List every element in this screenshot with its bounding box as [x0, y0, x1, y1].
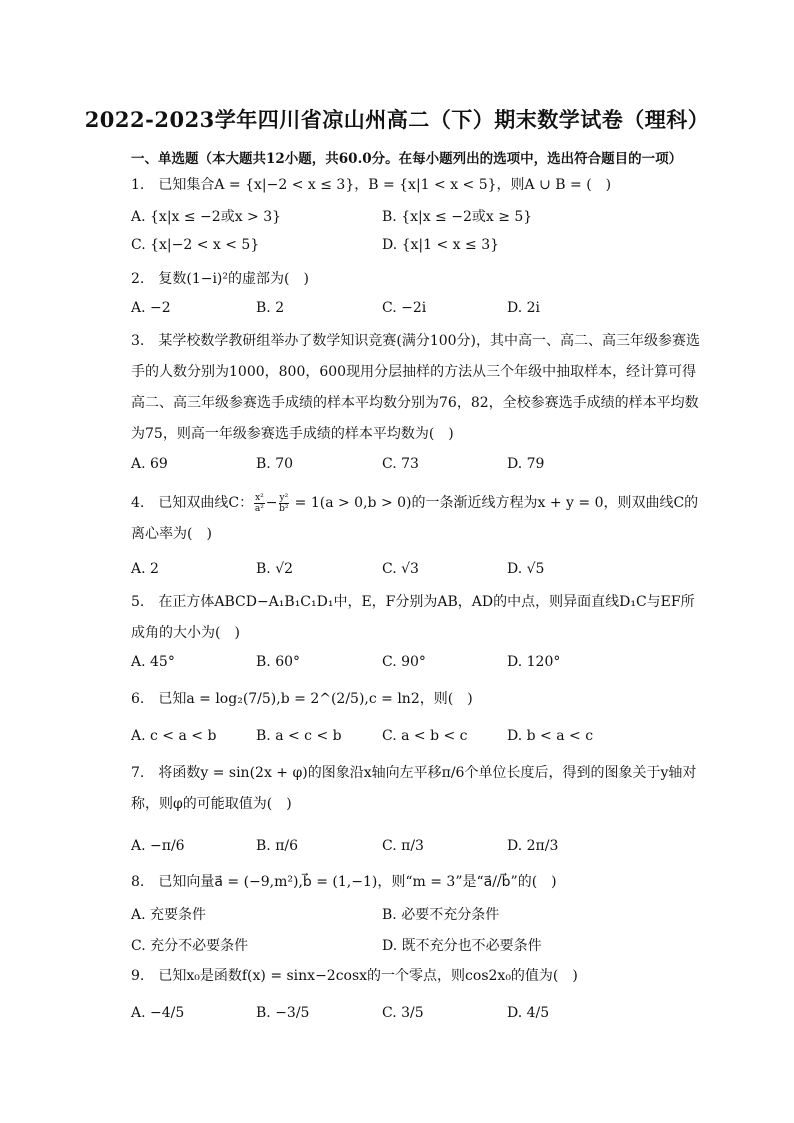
question-1-options-2: [131, 237, 701, 261]
option-d: D. 2i: [507, 300, 541, 316]
option-d: D. 79: [507, 456, 545, 472]
question-9-options: [131, 1005, 701, 1029]
question-3-options: [131, 456, 701, 480]
question-3-stem: 3. 某学校数学教研组举办了数学知识竞赛(满分100分)，其中高一、高二、高三年级参赛选手的人数分别为1000，800，600现用分层抽样的方法从三个年级中抽取样本，经计算可得高二、高三年级参赛选手成绩的样本平均数分别为76，82，全校参赛选手成绩的样本平均数为75，则高一年级参赛选手成绩的样本平均数为( ): [131, 333, 701, 442]
option-d: D. 2π/3: [507, 838, 559, 854]
option-b: B. −3/5: [256, 1005, 310, 1021]
option-c: C. 73: [382, 456, 419, 472]
question-5-stem: 5. 在正方体ABCD−A₁B₁C₁D₁中，E，F分别为AB，AD的中点，则异面直线D₁C与EF所成角的大小为( ): [131, 594, 695, 641]
frac-denominator: a²: [254, 503, 264, 514]
option-c: C. π/3: [382, 838, 424, 854]
question-7-options: [131, 838, 701, 862]
question-8-options: [131, 904, 701, 928]
option-a: A. 2: [131, 561, 159, 577]
question-9-stem: 9. 已知x₀是函数f(x) = sinx−2cosx的一个零点，则cos2x₀的值为( ): [131, 968, 578, 984]
option-a: A. c < a < b: [131, 728, 217, 744]
option-b: B. 70: [256, 456, 294, 472]
minus-sign: −: [265, 495, 278, 511]
frac-denominator: b²: [279, 503, 289, 514]
option-a: A. 69: [131, 456, 168, 472]
option-a: A. −4/5: [131, 1005, 185, 1021]
option-c: C. 3/5: [382, 1005, 424, 1021]
option-c: C. {x|−2 < x < 5}: [131, 237, 260, 253]
option-b: B. 2: [256, 300, 285, 316]
option-c: C. 90°: [382, 654, 426, 670]
question-7-stem: 7. 将函数y = sin(2x + φ)的图象沿x轴向左平移π/6个单位长度后，得到的图象关于y轴对称，则φ的可能取值为( ): [131, 765, 697, 812]
option-d: D. 既不充分也不必要条件: [382, 938, 542, 954]
option-b: B. π/6: [256, 838, 299, 854]
question-4-stem: [131, 488, 701, 550]
option-d: D. 120°: [507, 654, 561, 670]
option-b: B. 60°: [256, 654, 301, 670]
option-a: A. 45°: [131, 654, 175, 670]
question-2-options: [131, 300, 701, 324]
option-a: A. −π/6: [131, 838, 185, 854]
option-d: D. 4/5: [507, 1005, 550, 1021]
option-d: D. √5: [507, 561, 545, 577]
fraction-x2-a2: [254, 493, 265, 514]
option-c: C. a < b < c: [382, 728, 468, 744]
fraction-y2-b2: [279, 493, 290, 514]
option-b: B. 必要不充分条件: [382, 907, 500, 923]
exam-title: 2022-2023学年四川省凉山州高二（下）期末数学试卷（理科）: [84, 107, 710, 132]
question-1-stem: 1. 已知集合A = {x|−2 < x ≤ 3}，B = {x|1 < x < 5}，则A ∪ B = ( ): [131, 177, 612, 193]
question-4-stem-start: 4. 已知双曲线C：: [131, 495, 254, 511]
option-a: A. 充要条件: [131, 907, 207, 923]
question-2-stem: 2. 复数(1−i)²的虚部为( ): [131, 271, 309, 287]
option-b: B. a < c < b: [256, 728, 342, 744]
option-c: C. √3: [382, 561, 419, 577]
frac-numerator: y²: [279, 492, 289, 503]
frac-numerator: x²: [255, 492, 264, 503]
section-heading: 一、单选题（本大题共12小题，共60.0分。在每小题列出的选项中，选出符合题目的一项）: [131, 151, 683, 167]
option-a: A. −2: [131, 300, 171, 316]
option-b: B. {x|x ≤ −2或x ≥ 5}: [382, 209, 533, 225]
question-5-options: [131, 654, 701, 678]
option-c: C. 充分不必要条件: [131, 938, 249, 954]
option-d: D. b < a < c: [507, 728, 594, 744]
question-6-options: [131, 728, 701, 752]
option-c: C. −2i: [382, 300, 427, 316]
question-4-options: [131, 561, 701, 585]
question-4-stem-end: = 1(a > 0,b > 0)的一条渐近线方程为x + y = 0，则双曲线C的离心率为( ): [131, 495, 699, 542]
question-1-options: [131, 206, 701, 230]
question-8-stem: 8. 已知向量a⃗ = (−9,m²),b⃗ = (1,−1)，则“m = 3”是“a⃗//b⃗”的( ): [131, 874, 557, 890]
question-6-stem: 6. 已知a = log₂(7/5),b = 2^(2/5),c = ln2，则( ): [131, 691, 473, 707]
question-8-options-2: [131, 935, 701, 959]
option-a: A. {x|x ≤ −2或x > 3}: [131, 209, 282, 225]
option-d: D. {x|1 < x ≤ 3}: [382, 237, 500, 253]
option-b: B. √2: [256, 561, 294, 577]
